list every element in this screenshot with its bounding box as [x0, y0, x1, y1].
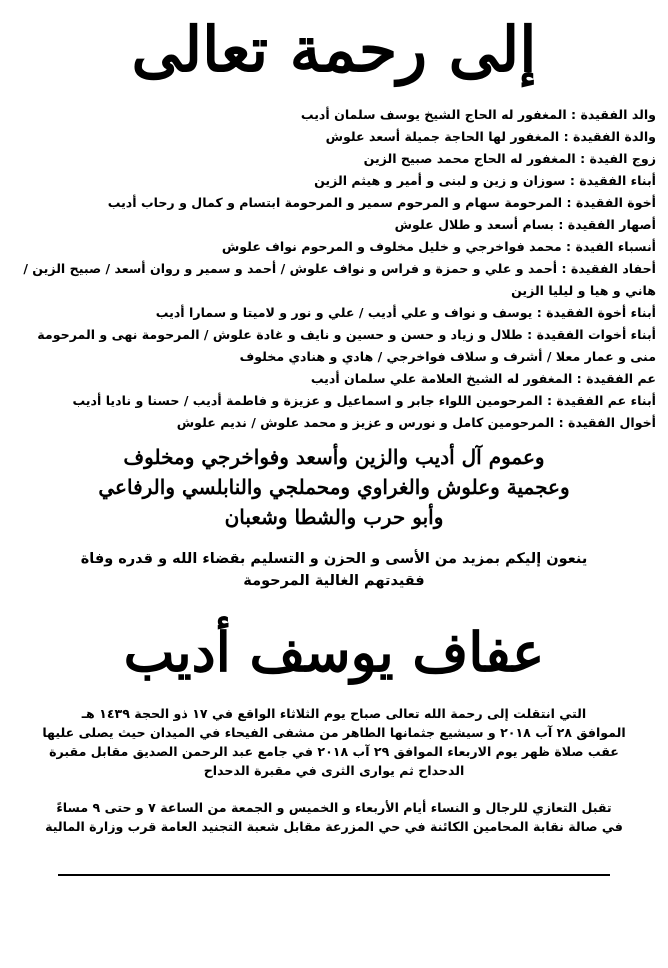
details-line: الموافق ٢٨ آب ٢٠١٨ و سيشيع جثمانها الطاهر من مشفى الفيحاء في الميدان حيث يصلى عليها: [42, 725, 626, 740]
announcement-line: فقيدتهم الغالية المرحومة: [243, 573, 425, 589]
relative-line: أصهار الفقيدة : بسام أسعد و طلال علوش: [394, 217, 656, 232]
relative-line: أخوة الفقيدة : المرحومة سهام و المرحوم سمير و المرحومة ابتسام و كمال و رحاب أديب: [107, 195, 656, 210]
relative-line: أبناء عم الفقيدة : المرحومين اللواء جابر و اسماعيل و عزيزة و فاطمة أديب / حسنا و ناديا أديب: [72, 393, 656, 408]
relative-line: والد الفقيدة : المغفور له الحاج الشيخ يوسف سلمان أديب: [300, 107, 656, 122]
relative-line: أبناء أخوة الفقيدة : يوسف و نواف و علي أديب / علي و نور و لاميتا و سمارا أديب: [155, 305, 656, 320]
family-line: وأبو حرب والشطا وشعبان: [224, 505, 444, 529]
family-line: وعجمية وعلوش والغراوي ومحملجي والنابلسي والرفاعي: [98, 475, 570, 499]
calligraphy-title: إلى رحمة تعالى: [131, 13, 537, 86]
details-line: الدحداح ثم يوارى الثرى في مقبرة الدحداح: [203, 763, 465, 778]
deceased-name: عفاف يوسف أديب: [123, 620, 545, 684]
details-line: عقب صلاة ظهر يوم الاربعاء الموافق ٢٩ آب ٢٠١٨ في جامع عبد الرحمن الصديق مقابل مقبرة: [49, 744, 619, 759]
relative-line: أخوال الفقيدة : المرحومين كامل و نورس و عزيز و محمد علوش / نديم علوش: [176, 415, 656, 430]
relative-line: والدة الفقيدة : المغفور لها الحاجة جميلة أسعد علوش: [325, 129, 656, 144]
header-banner: [40, 8, 628, 92]
details-line: التي انتقلت إلى رحمة الله تعالى صباح يوم الثلاثاء الواقع في ١٧ ذو الحجة ١٤٣٩ هـ: [81, 706, 587, 721]
relatives-list: [14, 104, 656, 434]
funeral-details: [20, 704, 648, 780]
condolences-line: تقبل التعازي للرجال و النساء أيام الأربعاء و الخميس و الجمعة من الساعة ٧ و حتى ٩ مساءً: [56, 800, 612, 815]
bottom-divider: [58, 874, 610, 876]
condolences-line: في صالة نقابة المحامين الكائنة في حي المزرعة مقابل شعبة التجنيد العامة قرب وزارة المالية: [45, 819, 623, 834]
family-line: وعموم آل أديب والزين وأسعد وفواخرجي ومخلوف: [123, 445, 545, 469]
relative-line: أبناء أخوات الفقيدة : طلال و زياد و حسن و حسين و نايف و غادة علوش / المرحومة نهى و المرحومة منى و عمار معلا / أشرف و سلاف فواخرجي / هادي و هنادي مخلوف: [37, 327, 656, 364]
announcement-block: [20, 548, 648, 592]
relative-line: زوج الفيدة : المغفور له الحاج محمد صبيح الزين: [363, 151, 656, 166]
families-block: [20, 442, 648, 532]
relative-line: أنسباء الفيدة : محمد فواخرجي و خليل مخلوف و المرحوم نواف علوش: [221, 239, 656, 254]
relative-line: أحفاد الفقيدة : أحمد و علي و حمزة و فراس و نواف علوش / أحمد و سمير و روان أسعد / صبيح الزين / هاني و هيا و ليليا الزين: [23, 261, 656, 298]
announcement-line: ينعون إليكم بمزيد من الأسى و الحزن و التسليم بقضاء الله و قدره وفاة: [80, 551, 588, 567]
condolences-block: [20, 798, 648, 836]
relative-line: أبناء الفقيدة : سوزان و زين و لبنى و أمير و هيثم الزين: [314, 173, 656, 188]
relative-line: عم الفقيدة : المغفور له الشيخ العلامة علي سلمان أديب: [310, 371, 656, 386]
